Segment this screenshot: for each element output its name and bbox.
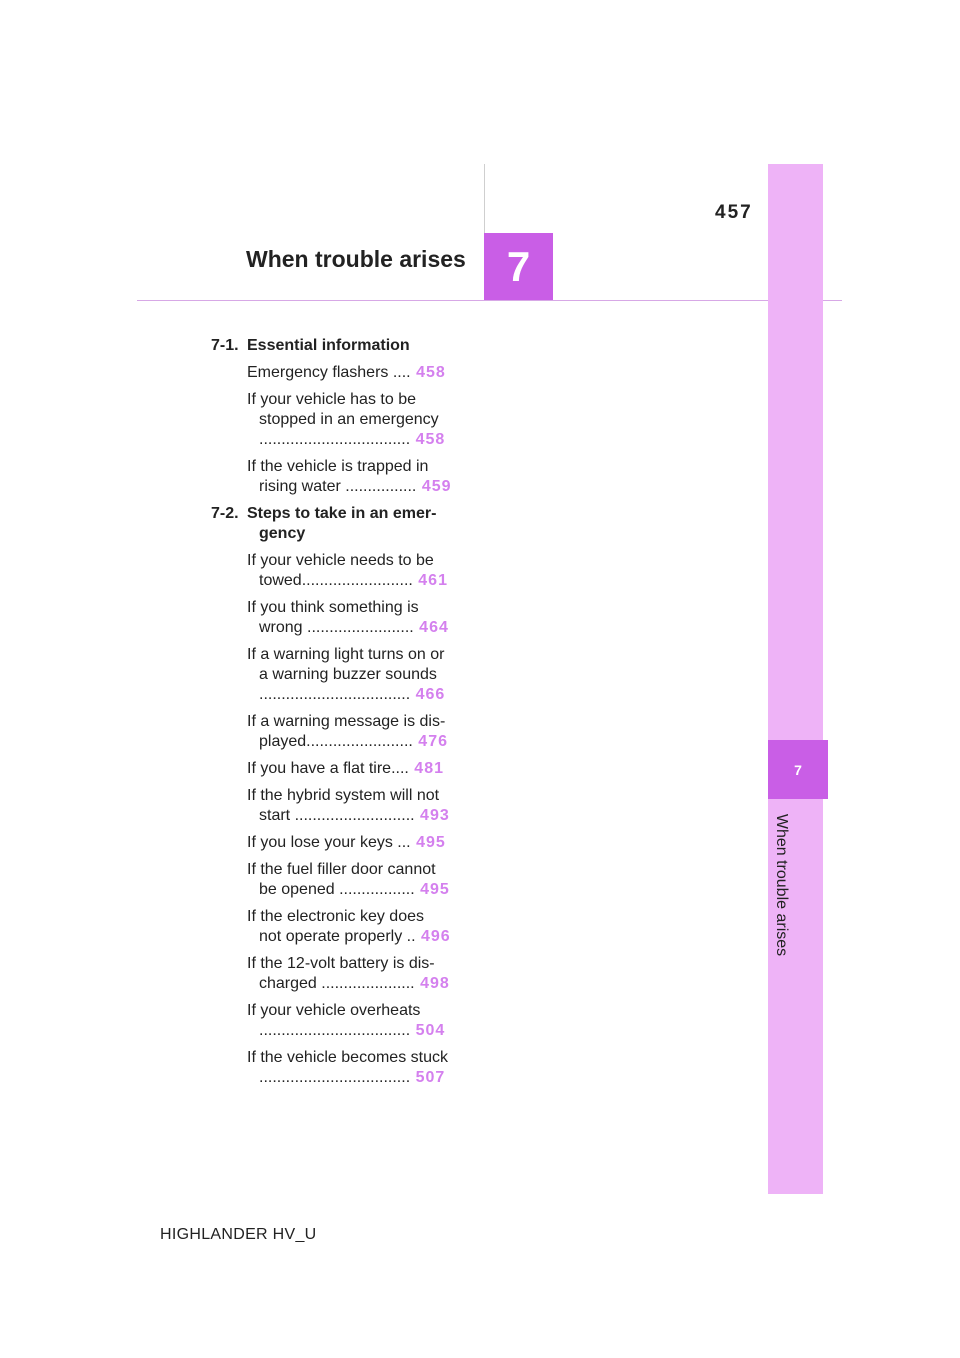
toc-entry-text xyxy=(247,833,470,853)
toc-entry-label: .................................. xyxy=(259,431,411,448)
header-rule xyxy=(137,300,842,301)
toc-entry-label: towed......................... xyxy=(259,572,413,589)
toc-entry-label: If your vehicle needs to be xyxy=(247,552,434,569)
toc-entry[interactable] xyxy=(200,390,470,450)
toc-section xyxy=(200,504,470,544)
toc-entry-label: If the vehicle is trapped in xyxy=(247,458,429,475)
toc-entry-text xyxy=(247,571,470,591)
toc-entry[interactable] xyxy=(200,833,470,853)
toc-entry-text xyxy=(247,618,470,638)
toc-entry-label: Emergency flashers .... xyxy=(247,364,411,381)
toc-page-link[interactable]: 461 xyxy=(412,572,448,589)
toc-entry-text xyxy=(247,410,470,430)
toc-entry-text xyxy=(247,954,470,974)
side-tab-chapter-number[interactable]: 7 xyxy=(768,740,828,799)
toc-page-link[interactable]: 481 xyxy=(408,760,444,777)
toc-entry[interactable] xyxy=(200,786,470,826)
toc-page-link[interactable]: 466 xyxy=(410,686,446,703)
toc-entry-label: If your vehicle overheats xyxy=(247,1002,421,1019)
page-title: When trouble arises xyxy=(246,246,466,272)
side-tab-label xyxy=(767,800,795,970)
toc-section-number: 7-2. xyxy=(211,505,239,522)
toc-entry-label: wrong ........................ xyxy=(259,619,414,636)
toc-page-link[interactable]: 495 xyxy=(414,881,450,898)
toc-entry[interactable] xyxy=(200,907,470,947)
toc-entry[interactable] xyxy=(200,759,470,779)
toc-section-title: gency xyxy=(259,525,306,542)
toc-entry-text xyxy=(247,786,470,806)
toc-page-link[interactable]: 507 xyxy=(410,1069,446,1086)
toc-entry-label: If the fuel filler door cannot xyxy=(247,861,436,878)
toc-entry-label: played........................ xyxy=(259,733,413,750)
header-divider xyxy=(484,164,485,234)
toc-page-link[interactable]: 496 xyxy=(415,928,451,945)
toc-entry-text xyxy=(247,880,470,900)
toc-entry-text xyxy=(247,1021,470,1041)
side-tab xyxy=(768,164,823,1194)
toc-entry[interactable] xyxy=(200,645,470,705)
toc-entry-text xyxy=(247,1048,470,1068)
toc-page-link[interactable]: 498 xyxy=(414,975,450,992)
toc-entry-label: If a warning light turns on or xyxy=(247,646,445,663)
toc-entry-text xyxy=(247,927,470,947)
toc-entry-label: If your vehicle has to be xyxy=(247,391,416,408)
toc-page-link[interactable]: 495 xyxy=(410,834,446,851)
toc-page-link[interactable]: 458 xyxy=(410,431,446,448)
toc-entry[interactable] xyxy=(200,457,470,497)
toc-entry-text xyxy=(247,712,470,732)
toc-entry-label: If a warning message is dis- xyxy=(247,713,446,730)
toc-page-link[interactable]: 464 xyxy=(413,619,449,636)
toc-entry-text xyxy=(247,759,470,779)
toc-entry[interactable] xyxy=(200,712,470,752)
toc-entry[interactable] xyxy=(200,1001,470,1041)
toc-entry-label: be opened ................. xyxy=(259,881,415,898)
footer-model: HIGHLANDER HV_U xyxy=(160,1226,317,1243)
toc-entry-text xyxy=(247,1068,470,1088)
toc-entry-text xyxy=(247,477,470,497)
toc-section-number: 7-1. xyxy=(211,337,239,354)
toc-entry-label: If you lose your keys ... xyxy=(247,834,411,851)
toc-entry-text xyxy=(247,806,470,826)
toc-entry-text xyxy=(247,598,470,618)
toc-entry-text xyxy=(247,645,470,665)
toc-section-title: Steps to take in an emer- xyxy=(247,505,437,522)
toc-section-title: Essential information xyxy=(247,337,410,354)
toc-entry-label: If the hybrid system will not xyxy=(247,787,440,804)
toc-entry-label: If you think something is xyxy=(247,599,419,616)
toc-entry[interactable] xyxy=(200,954,470,994)
toc-entry-label: If you have a flat tire.... xyxy=(247,760,409,777)
toc-entry-label: charged ..................... xyxy=(259,975,415,992)
toc-entry-text xyxy=(247,363,470,383)
toc-entry-text xyxy=(247,665,470,685)
toc-entry[interactable] xyxy=(200,1048,470,1088)
toc-entry-text xyxy=(247,974,470,994)
toc-entry-text xyxy=(247,430,470,450)
toc-page-link[interactable]: 504 xyxy=(410,1022,446,1039)
toc-page-link[interactable]: 493 xyxy=(414,807,450,824)
toc-section xyxy=(200,336,470,356)
toc-page-link[interactable]: 459 xyxy=(416,478,452,495)
toc-page-link[interactable]: 476 xyxy=(412,733,448,750)
toc-entry-text xyxy=(247,457,470,477)
toc-entry-label: a warning buzzer sounds xyxy=(259,666,437,683)
page-number: 457 xyxy=(715,202,753,223)
toc-entry-label: not operate properly .. xyxy=(259,928,416,945)
toc-entry-text xyxy=(247,907,470,927)
toc-entry-label: .................................. xyxy=(259,1022,411,1039)
toc-entry-label: If the vehicle becomes stuck xyxy=(247,1049,448,1066)
toc-entry-label: .................................. xyxy=(259,1069,411,1086)
toc-entry[interactable] xyxy=(200,551,470,591)
toc-entry-label: If the 12-volt battery is dis- xyxy=(247,955,435,972)
toc-page-link[interactable]: 458 xyxy=(410,364,446,381)
side-tab-label-text: When trouble arises xyxy=(773,813,790,957)
toc-entry-text xyxy=(247,685,470,705)
toc-entry-text xyxy=(247,551,470,571)
toc-entry-text xyxy=(247,1001,470,1021)
toc-entry-label: stopped in an emergency xyxy=(259,411,439,428)
toc-entry-label: If the electronic key does xyxy=(247,908,424,925)
toc-entry[interactable] xyxy=(200,598,470,638)
toc-entry-label: .................................. xyxy=(259,686,411,703)
toc-entry-label: rising water ................ xyxy=(259,478,417,495)
toc-entry-label: start ........................... xyxy=(259,807,415,824)
toc-entry[interactable] xyxy=(200,860,470,900)
toc-entry-text xyxy=(247,732,470,752)
toc-entry-text xyxy=(247,390,470,410)
toc-entry[interactable] xyxy=(200,363,470,383)
chapter-number-badge: 7 xyxy=(484,233,553,301)
toc-entry-text xyxy=(247,860,470,880)
table-of-contents xyxy=(200,336,470,1095)
